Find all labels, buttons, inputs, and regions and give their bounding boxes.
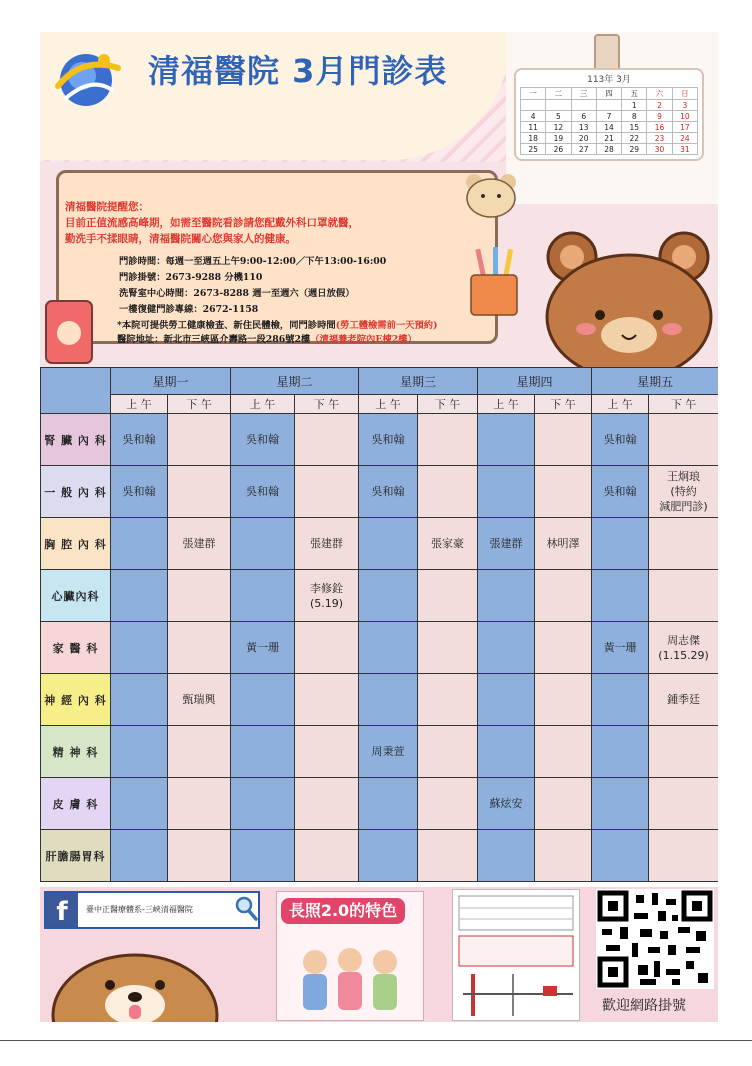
calendar-day: 2 — [647, 100, 672, 111]
calendar-day: 20 — [571, 133, 596, 144]
afternoon-slot — [168, 466, 231, 518]
morning-slot — [111, 570, 168, 622]
schedule-row — [41, 570, 719, 622]
afternoon-slot — [535, 414, 592, 466]
afternoon-slot — [418, 726, 478, 778]
calendar-title: 113年 3月 — [587, 75, 631, 85]
morning-slot — [592, 726, 649, 778]
morning-slot: 吳和翰 — [231, 414, 295, 466]
schedule-row — [41, 622, 719, 674]
clinic-schedule-table — [40, 367, 718, 882]
afternoon-slot: 鍾季廷 — [649, 674, 718, 726]
calendar-card — [514, 68, 704, 161]
pm-header: 下 午 — [535, 395, 592, 414]
afternoon-slot — [535, 570, 592, 622]
afternoon-slot: 周志傑 (1.15.29) — [649, 622, 718, 674]
afternoon-slot — [649, 414, 718, 466]
morning-slot — [359, 622, 418, 674]
calendar-day: 5 — [546, 111, 571, 122]
calendar-weekday: 一 — [521, 88, 546, 100]
schedule-row — [41, 726, 719, 778]
morning-slot — [478, 830, 535, 882]
morning-slot: 蘇炫安 — [478, 778, 535, 830]
morning-slot — [592, 518, 649, 570]
schedule-row — [41, 466, 719, 518]
calendar-day: 28 — [596, 144, 621, 155]
department-label: 肝膽腸胃科 — [41, 830, 111, 882]
calendar-weekday: 五 — [622, 88, 647, 100]
afternoon-slot — [168, 570, 231, 622]
calendar-day: 13 — [571, 122, 596, 133]
calendar-day — [521, 100, 546, 111]
afternoon-slot — [535, 726, 592, 778]
afternoon-slot — [649, 830, 718, 882]
morning-slot — [592, 830, 649, 882]
morning-slot — [592, 674, 649, 726]
dialysis-hours: 洗腎室中心時間：2673-8288 週一至週六（週日放假） — [119, 288, 355, 299]
afternoon-slot — [168, 414, 231, 466]
calendar-weekday-row — [521, 88, 698, 100]
calendar-day: 3 — [672, 100, 697, 111]
calendar-day: 21 — [596, 133, 621, 144]
department-label: 胸 腔 內 科 — [41, 518, 111, 570]
morning-slot — [111, 518, 168, 570]
morning-slot — [111, 674, 168, 726]
calendar-grid — [520, 87, 698, 155]
am-header: 上 午 — [111, 395, 168, 414]
calendar-weekday: 日 — [672, 88, 697, 100]
afternoon-slot — [418, 570, 478, 622]
afternoon-slot — [535, 674, 592, 726]
calendar-weekday: 四 — [596, 88, 621, 100]
afternoon-slot — [295, 830, 359, 882]
schedule-row — [41, 518, 719, 570]
afternoon-slot — [418, 830, 478, 882]
session-header-row — [41, 395, 719, 414]
afternoon-slot — [295, 414, 359, 466]
morning-slot — [478, 726, 535, 778]
pm-header: 下 午 — [649, 395, 718, 414]
afternoon-slot: 王炯琅 (特約 減肥門診) — [649, 466, 718, 518]
afternoon-slot — [418, 778, 478, 830]
calendar-day: 4 — [521, 111, 546, 122]
afternoon-slot — [649, 570, 718, 622]
schedule-row — [41, 414, 719, 466]
online-registration-caption: 歡迎網路掛號 — [602, 998, 686, 1014]
morning-slot: 吳和翰 — [359, 466, 418, 518]
pm-header: 下 午 — [168, 395, 231, 414]
afternoon-slot — [535, 622, 592, 674]
services-text: *本院可提供勞工健康檢查、新住民體檢，同門診時間 — [117, 320, 336, 331]
calendar-day: 31 — [672, 144, 697, 155]
afternoon-slot — [649, 778, 718, 830]
department-label: 心臟內科 — [41, 570, 111, 622]
small-bear-icon — [460, 170, 522, 220]
day-header: 星期五 — [592, 368, 718, 395]
morning-slot: 吳和翰 — [359, 414, 418, 466]
morning-slot — [359, 778, 418, 830]
calendar-weekday: 三 — [571, 88, 596, 100]
morning-slot — [231, 726, 295, 778]
afternoon-slot: 甄瑞興 — [168, 674, 231, 726]
page-divider — [0, 1040, 752, 1041]
morning-slot — [231, 570, 295, 622]
clinic-schedule-poster — [40, 32, 718, 1022]
calendar-day: 8 — [622, 111, 647, 122]
calendar-day — [596, 100, 621, 111]
book-icon — [42, 297, 104, 367]
notice-flu-warning: 目前正值流感高峰期，如需至醫院看診請您配戴外科口罩就醫， — [65, 217, 359, 229]
morning-slot — [592, 778, 649, 830]
calendar-day: 22 — [622, 133, 647, 144]
calendar-day: 10 — [672, 111, 697, 122]
facebook-page-name: 臺中正醫療體系-三峽清福醫院 — [86, 905, 193, 914]
morning-slot — [478, 622, 535, 674]
afternoon-slot — [418, 674, 478, 726]
afternoon-slot — [295, 622, 359, 674]
department-label: 精 神 科 — [41, 726, 111, 778]
department-label: 皮 膚 科 — [41, 778, 111, 830]
clinic-hours: 門診時間：每週一至週五上午9:00-12:00／下午13:00-16:00 — [119, 256, 387, 267]
morning-slot: 周秉萱 — [359, 726, 418, 778]
facebook-icon: f — [46, 893, 78, 927]
calendar-week-row — [521, 100, 698, 111]
elderly-people-illustration-icon — [285, 932, 415, 1014]
calendar-weekday: 六 — [647, 88, 672, 100]
calendar-day: 14 — [596, 122, 621, 133]
calendar — [506, 32, 718, 204]
hospital-logo-icon — [52, 46, 124, 110]
afternoon-slot — [295, 726, 359, 778]
address-note: （清福養老院內E棟2樓） — [310, 334, 417, 345]
morning-slot: 吳和翰 — [592, 466, 649, 518]
services-note: (勞工體檢需前一天預約) — [335, 320, 438, 331]
calendar-day: 26 — [546, 144, 571, 155]
facebook-link[interactable] — [44, 891, 260, 929]
bear-mascot-icon — [534, 217, 718, 367]
rehab-phone: 一樓復健門診專線：2672-1158 — [119, 304, 259, 315]
morning-slot — [111, 726, 168, 778]
department-label: 腎 臟 內 科 — [41, 414, 111, 466]
poster-footer — [40, 887, 718, 1022]
calendar-day — [546, 100, 571, 111]
calendar-day: 27 — [571, 144, 596, 155]
afternoon-slot: 張建群 — [168, 518, 231, 570]
pencil-cup-icon — [465, 247, 523, 317]
health-check-services — [117, 317, 437, 331]
afternoon-slot — [168, 622, 231, 674]
corner-cell — [41, 368, 111, 414]
afternoon-slot — [168, 726, 231, 778]
afternoon-slot — [649, 518, 718, 570]
morning-slot — [359, 830, 418, 882]
notice-greeting: 清福醫院提醒您： — [65, 201, 149, 213]
calendar-day: 30 — [647, 144, 672, 155]
afternoon-slot — [535, 466, 592, 518]
address-text: 醫院地址：新北市三峽區介壽路一段286號2樓 — [117, 334, 311, 345]
morning-slot — [111, 778, 168, 830]
department-label: 家 醫 科 — [41, 622, 111, 674]
afternoon-slot: 張建群 — [295, 518, 359, 570]
calendar-day: 24 — [672, 133, 697, 144]
calendar-day: 6 — [571, 111, 596, 122]
day-header: 星期四 — [478, 368, 592, 395]
morning-slot — [231, 674, 295, 726]
calendar-week-row — [521, 111, 698, 122]
am-header: 上 午 — [592, 395, 649, 414]
schedule-row — [41, 778, 719, 830]
ltc-title: 長照2.0的特色 — [281, 898, 405, 924]
calendar-day: 29 — [622, 144, 647, 155]
pm-header: 下 午 — [418, 395, 478, 414]
calendar-day: 18 — [521, 133, 546, 144]
calendar-day: 7 — [596, 111, 621, 122]
day-header: 星期三 — [359, 368, 478, 395]
morning-slot — [359, 570, 418, 622]
schedule-row — [41, 674, 719, 726]
day-header: 星期二 — [231, 368, 359, 395]
morning-slot: 吳和翰 — [231, 466, 295, 518]
calendar-day: 11 — [521, 122, 546, 133]
morning-slot — [231, 778, 295, 830]
calendar-week-row — [521, 144, 698, 155]
day-header: 星期一 — [111, 368, 231, 395]
calendar-day: 16 — [647, 122, 672, 133]
afternoon-slot: 張家豪 — [418, 518, 478, 570]
pm-header: 下 午 — [295, 395, 359, 414]
afternoon-slot — [295, 674, 359, 726]
poster-header — [40, 32, 718, 367]
search-icon — [234, 895, 258, 921]
afternoon-slot — [418, 414, 478, 466]
morning-slot: 黃一珊 — [592, 622, 649, 674]
hospital-address — [117, 331, 417, 345]
qr-code-icon[interactable] — [596, 889, 714, 989]
calendar-week-row — [521, 122, 698, 133]
am-header: 上 午 — [231, 395, 295, 414]
morning-slot — [359, 518, 418, 570]
weekday-header-row — [41, 368, 719, 395]
calendar-day — [571, 100, 596, 111]
am-header: 上 午 — [478, 395, 535, 414]
schedule-row — [41, 830, 719, 882]
morning-slot — [592, 570, 649, 622]
afternoon-slot: 李修銓 (5.19) — [295, 570, 359, 622]
morning-slot — [111, 622, 168, 674]
am-header: 上 午 — [359, 395, 418, 414]
afternoon-slot — [418, 466, 478, 518]
long-term-care-flyer — [276, 891, 424, 1021]
department-label: 神 經 內 科 — [41, 674, 111, 726]
afternoon-slot — [295, 466, 359, 518]
location-map-icon — [452, 889, 580, 1021]
morning-slot: 吳和翰 — [592, 414, 649, 466]
afternoon-slot — [535, 778, 592, 830]
calendar-weekday: 二 — [546, 88, 571, 100]
calendar-day: 9 — [647, 111, 672, 122]
afternoon-slot — [418, 622, 478, 674]
notice-board — [56, 170, 498, 344]
morning-slot: 吳和翰 — [111, 466, 168, 518]
page-title: 清福醫院 3月門診表 — [148, 52, 448, 90]
registration-phone: 門診掛號：2673-9288 分機110 — [119, 272, 263, 283]
morning-slot — [478, 414, 535, 466]
calendar-day: 12 — [546, 122, 571, 133]
afternoon-slot — [168, 830, 231, 882]
morning-slot: 張建群 — [478, 518, 535, 570]
morning-slot — [359, 674, 418, 726]
calendar-day: 17 — [672, 122, 697, 133]
morning-slot — [111, 830, 168, 882]
morning-slot — [231, 830, 295, 882]
calendar-week-row — [521, 133, 698, 144]
shiba-dog-icon — [50, 935, 220, 1022]
department-label: 一 般 內 科 — [41, 466, 111, 518]
afternoon-slot — [649, 726, 718, 778]
notice-hygiene: 勤洗手不揉眼睛，清福醫院關心您與家人的健康。 — [65, 233, 296, 245]
morning-slot: 吳和翰 — [111, 414, 168, 466]
calendar-day: 15 — [622, 122, 647, 133]
morning-slot — [478, 466, 535, 518]
afternoon-slot — [535, 830, 592, 882]
morning-slot — [478, 674, 535, 726]
afternoon-slot — [295, 778, 359, 830]
calendar-day: 23 — [647, 133, 672, 144]
afternoon-slot: 林明澤 — [535, 518, 592, 570]
morning-slot — [231, 518, 295, 570]
schedule-body — [41, 414, 719, 882]
afternoon-slot — [168, 778, 231, 830]
morning-slot — [478, 570, 535, 622]
calendar-day: 1 — [622, 100, 647, 111]
morning-slot: 黃一珊 — [231, 622, 295, 674]
calendar-weeks — [521, 100, 698, 155]
calendar-day: 25 — [521, 144, 546, 155]
calendar-day: 19 — [546, 133, 571, 144]
